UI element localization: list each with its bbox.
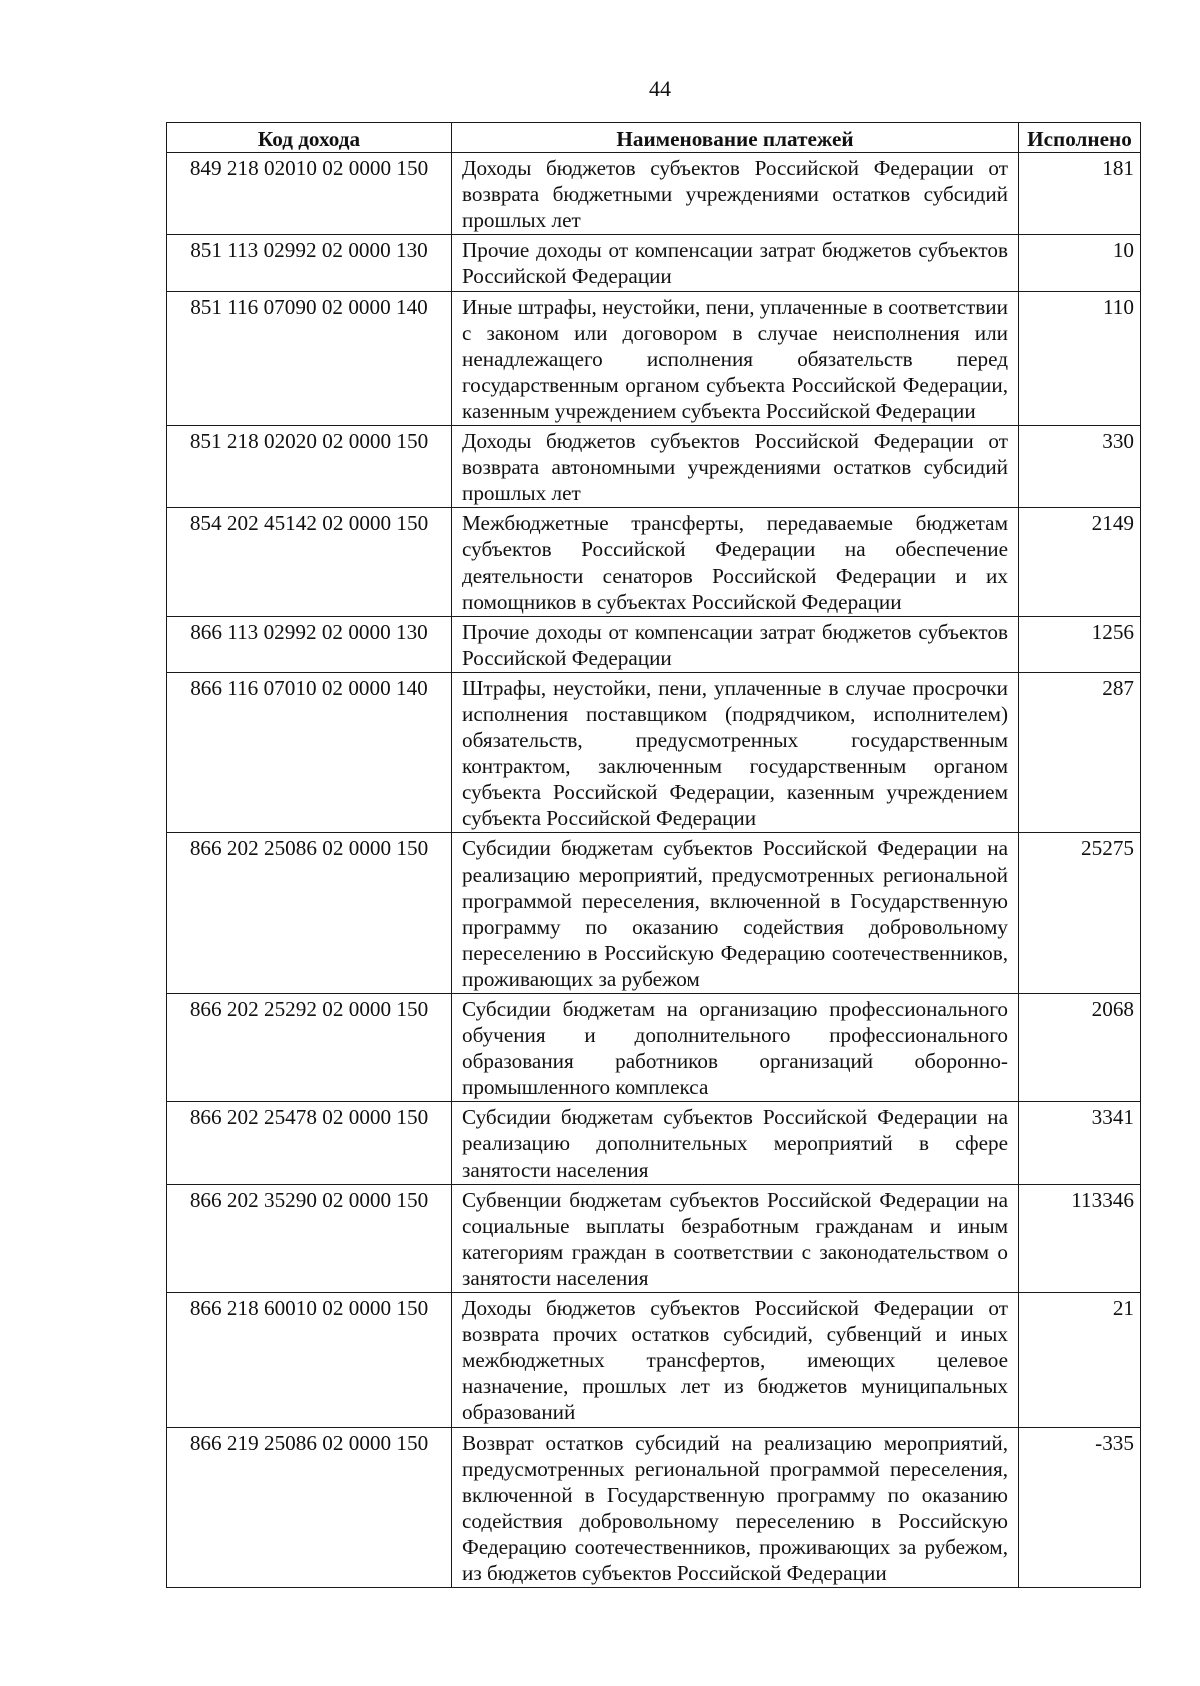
header-payment-name: Наименование платежей — [452, 123, 1019, 153]
income-code: 866 218 60010 02 0000 150 — [167, 1293, 452, 1427]
executed-amount: 3341 — [1019, 1102, 1141, 1184]
payment-name: Доходы бюджетов субъектов Российской Федерации от возврата прочих остатков субсидий, субвенций и иных межбюджетных трансфертов, имеющих целевое назначение, прошлых лет из бюджетов муниципальных образований — [452, 1293, 1019, 1427]
page-number: 44 — [649, 76, 671, 101]
income-code: 854 202 45142 02 0000 150 — [167, 508, 452, 616]
income-code: 866 202 25086 02 0000 150 — [167, 833, 452, 994]
executed-amount: 21 — [1019, 1293, 1141, 1427]
table-row — [167, 994, 1141, 1102]
income-code: 866 202 25292 02 0000 150 — [167, 994, 452, 1102]
executed-amount: 330 — [1019, 426, 1141, 508]
executed-amount: 113346 — [1019, 1184, 1141, 1292]
table-row — [167, 833, 1141, 994]
income-code: 866 202 35290 02 0000 150 — [167, 1184, 452, 1292]
payment-name: Штрафы, неустойки, пени, уплаченные в случае просрочки исполнения поставщиком (подрядчиком, исполнителем) обязательств, предусмотренных государственным контрактом, заключенным государственным органом субъекта Российской Федерации, казенным учреждением субъекта Российской Федерации — [452, 672, 1019, 833]
payment-name: Возврат остатков субсидий на реализацию мероприятий, предусмотренных региональной программой переселения, включенной в Государственную программу по оказанию содействия добровольному переселению в Российскую Федерацию соотечественников, проживающих за рубежом, из бюджетов субъектов Российской Федерации — [452, 1427, 1019, 1588]
income-code: 866 219 25086 02 0000 150 — [167, 1427, 452, 1588]
table-row — [167, 616, 1141, 672]
executed-amount: 25275 — [1019, 833, 1141, 994]
header-income-code: Код дохода — [167, 123, 452, 153]
income-table — [166, 122, 1141, 1588]
executed-amount: 2149 — [1019, 508, 1141, 616]
payment-name: Субсидии бюджетам на организацию профессионального обучения и дополнительного профессионального образования работников организаций оборонно-промышленного комплекса — [452, 994, 1019, 1102]
executed-amount: 287 — [1019, 672, 1141, 833]
payment-name: Прочие доходы от компенсации затрат бюджетов субъектов Российской Федерации — [452, 616, 1019, 672]
income-code: 851 113 02992 02 0000 130 — [167, 235, 452, 291]
payment-name: Межбюджетные трансферты, передаваемые бюджетам субъектов Российской Федерации на обеспечение деятельности сенаторов Российской Федерации и их помощников в субъектах Российской Федерации — [452, 508, 1019, 616]
table-row — [167, 426, 1141, 508]
table-row — [167, 235, 1141, 291]
payment-name: Субвенции бюджетам субъектов Российской Федерации на социальные выплаты безработным гражданам и иным категориям граждан в соответствии с законодательством о занятости населения — [452, 1184, 1019, 1292]
payment-name: Прочие доходы от компенсации затрат бюджетов субъектов Российской Федерации — [452, 235, 1019, 291]
table-row — [167, 1427, 1141, 1588]
executed-amount: -335 — [1019, 1427, 1141, 1588]
executed-amount: 2068 — [1019, 994, 1141, 1102]
income-code: 866 202 25478 02 0000 150 — [167, 1102, 452, 1184]
income-code: 851 218 02020 02 0000 150 — [167, 426, 452, 508]
payment-name: Доходы бюджетов субъектов Российской Федерации от возврата бюджетными учреждениями остатков субсидий прошлых лет — [452, 153, 1019, 235]
executed-amount: 1256 — [1019, 616, 1141, 672]
executed-amount: 10 — [1019, 235, 1141, 291]
payment-name: Субсидии бюджетам субъектов Российской Федерации на реализацию дополнительных мероприятий в сфере занятости населения — [452, 1102, 1019, 1184]
table-row — [167, 672, 1141, 833]
payment-name: Доходы бюджетов субъектов Российской Федерации от возврата автономными учреждениями остатков субсидий прошлых лет — [452, 426, 1019, 508]
table-row — [167, 1102, 1141, 1184]
table-row — [167, 291, 1141, 425]
executed-amount: 181 — [1019, 153, 1141, 235]
table-row — [167, 508, 1141, 616]
payment-name: Субсидии бюджетам субъектов Российской Федерации на реализацию мероприятий, предусмотренных региональной программой переселения, включенной в Государственную программу по оказанию содействия добровольному переселению в Российскую Федерацию соотечественников, проживающих за рубежом — [452, 833, 1019, 994]
table-row — [167, 1293, 1141, 1427]
table-row — [167, 153, 1141, 235]
payment-name: Иные штрафы, неустойки, пени, уплаченные в соответствии с законом или договором в случае неисполнения или ненадлежащего исполнения обязательств перед государственным органом субъекта Российской Федерации, казенным учреждением субъекта Российской Федерации — [452, 291, 1019, 425]
header-executed: Исполнено — [1019, 123, 1141, 153]
table-row — [167, 1184, 1141, 1292]
income-code: 851 116 07090 02 0000 140 — [167, 291, 452, 425]
income-code: 866 116 07010 02 0000 140 — [167, 672, 452, 833]
table-header-row — [167, 123, 1141, 153]
executed-amount: 110 — [1019, 291, 1141, 425]
income-code: 866 113 02992 02 0000 130 — [167, 616, 452, 672]
income-code: 849 218 02010 02 0000 150 — [167, 153, 452, 235]
